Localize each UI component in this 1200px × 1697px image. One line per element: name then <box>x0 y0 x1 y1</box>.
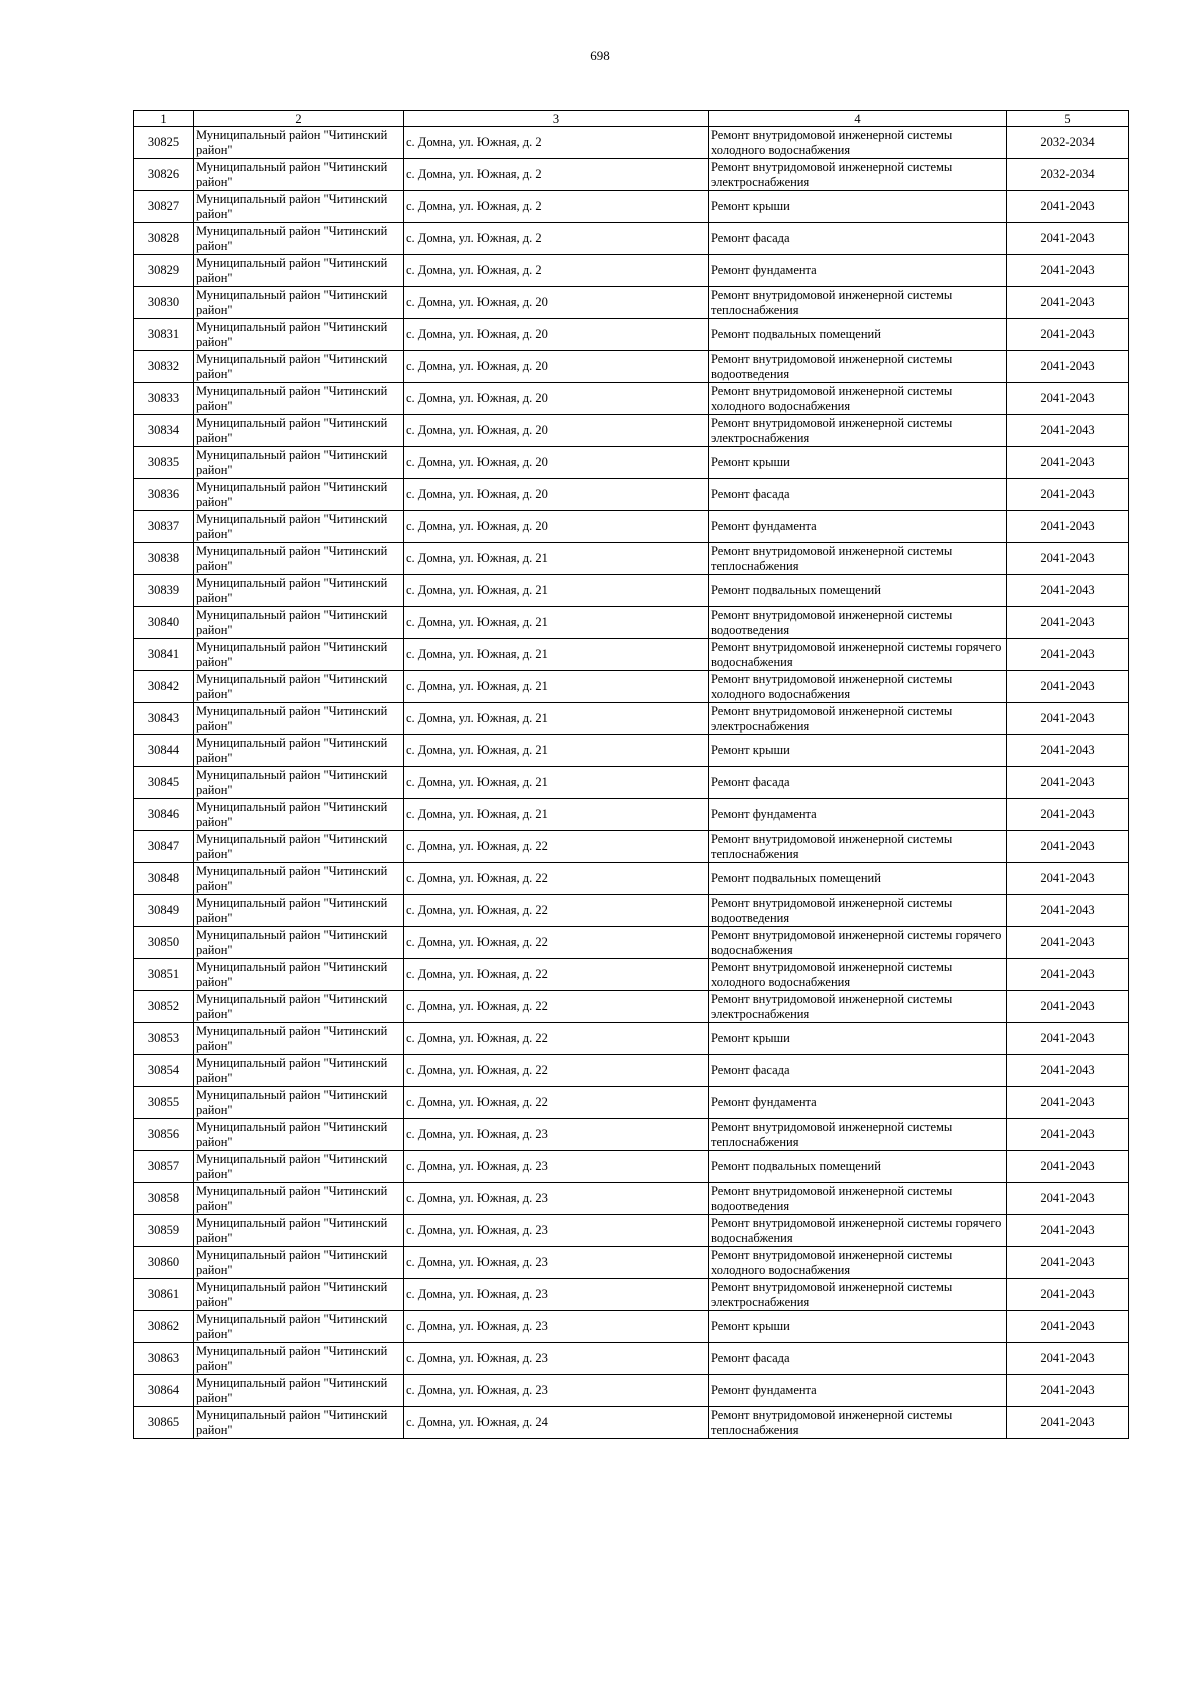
row-number-cell: 30846 <box>134 799 194 831</box>
work-type-cell: Ремонт внутридомовой инженерной системы водоотведения <box>709 607 1007 639</box>
period-cell: 2041-2043 <box>1007 543 1129 575</box>
address-cell: с. Домна, ул. Южная, д. 20 <box>404 479 709 511</box>
address-cell: с. Домна, ул. Южная, д. 22 <box>404 1023 709 1055</box>
period-cell: 2041-2043 <box>1007 223 1129 255</box>
address-cell: с. Домна, ул. Южная, д. 21 <box>404 639 709 671</box>
period-cell: 2041-2043 <box>1007 959 1129 991</box>
address-cell: с. Домна, ул. Южная, д. 20 <box>404 415 709 447</box>
row-number-cell: 30826 <box>134 159 194 191</box>
table-row <box>134 543 1129 575</box>
work-type-cell: Ремонт подвальных помещений <box>709 1151 1007 1183</box>
period-cell: 2041-2043 <box>1007 703 1129 735</box>
municipality-cell: Муниципальный район "Читинский район" <box>194 671 404 703</box>
work-type-cell: Ремонт фасада <box>709 1343 1007 1375</box>
table-row <box>134 639 1129 671</box>
period-cell: 2041-2043 <box>1007 447 1129 479</box>
period-cell: 2041-2043 <box>1007 607 1129 639</box>
work-type-cell: Ремонт фасада <box>709 1055 1007 1087</box>
row-number-cell: 30844 <box>134 735 194 767</box>
table-row <box>134 735 1129 767</box>
table-row <box>134 255 1129 287</box>
work-type-cell: Ремонт фундамента <box>709 1087 1007 1119</box>
row-number-cell: 30849 <box>134 895 194 927</box>
table-row <box>134 287 1129 319</box>
table-row <box>134 703 1129 735</box>
table-row <box>134 671 1129 703</box>
table-row <box>134 607 1129 639</box>
table-row <box>134 831 1129 863</box>
work-type-cell: Ремонт подвальных помещений <box>709 863 1007 895</box>
address-cell: с. Домна, ул. Южная, д. 23 <box>404 1311 709 1343</box>
row-number-cell: 30831 <box>134 319 194 351</box>
work-type-cell: Ремонт фундамента <box>709 511 1007 543</box>
municipality-cell: Муниципальный район "Читинский район" <box>194 255 404 287</box>
row-number-cell: 30839 <box>134 575 194 607</box>
address-cell: с. Домна, ул. Южная, д. 23 <box>404 1215 709 1247</box>
table-row <box>134 319 1129 351</box>
period-cell: 2041-2043 <box>1007 639 1129 671</box>
work-type-cell: Ремонт внутридомовой инженерной системы электроснабжения <box>709 991 1007 1023</box>
municipality-cell: Муниципальный район "Читинский район" <box>194 127 404 159</box>
period-cell: 2041-2043 <box>1007 1183 1129 1215</box>
row-number-cell: 30838 <box>134 543 194 575</box>
header-row <box>134 111 1129 127</box>
table-row <box>134 799 1129 831</box>
page-number: 698 <box>590 48 610 63</box>
period-cell: 2041-2043 <box>1007 1151 1129 1183</box>
row-number-cell: 30836 <box>134 479 194 511</box>
table-row <box>134 1247 1129 1279</box>
address-cell: с. Домна, ул. Южная, д. 21 <box>404 735 709 767</box>
address-cell: с. Домна, ул. Южная, д. 23 <box>404 1279 709 1311</box>
table-row <box>134 351 1129 383</box>
work-type-cell: Ремонт внутридомовой инженерной системы горячего водоснабжения <box>709 1215 1007 1247</box>
address-cell: с. Домна, ул. Южная, д. 2 <box>404 255 709 287</box>
address-cell: с. Домна, ул. Южная, д. 2 <box>404 159 709 191</box>
table-row <box>134 927 1129 959</box>
row-number-cell: 30865 <box>134 1407 194 1439</box>
period-cell: 2041-2043 <box>1007 1279 1129 1311</box>
table-row <box>134 1023 1129 1055</box>
table-row <box>134 1215 1129 1247</box>
row-number-cell: 30843 <box>134 703 194 735</box>
work-type-cell: Ремонт внутридомовой инженерной системы электроснабжения <box>709 1279 1007 1311</box>
period-cell: 2041-2043 <box>1007 383 1129 415</box>
municipality-cell: Муниципальный район "Читинский район" <box>194 415 404 447</box>
work-type-cell: Ремонт крыши <box>709 1311 1007 1343</box>
period-cell: 2041-2043 <box>1007 991 1129 1023</box>
row-number-cell: 30864 <box>134 1375 194 1407</box>
period-cell: 2032-2034 <box>1007 127 1129 159</box>
work-type-cell: Ремонт крыши <box>709 447 1007 479</box>
work-type-cell: Ремонт внутридомовой инженерной системы теплоснабжения <box>709 287 1007 319</box>
table-row <box>134 127 1129 159</box>
period-cell: 2041-2043 <box>1007 511 1129 543</box>
address-cell: с. Домна, ул. Южная, д. 23 <box>404 1375 709 1407</box>
municipality-cell: Муниципальный район "Читинский район" <box>194 927 404 959</box>
address-cell: с. Домна, ул. Южная, д. 21 <box>404 575 709 607</box>
municipality-cell: Муниципальный район "Читинский район" <box>194 1055 404 1087</box>
table-row <box>134 1055 1129 1087</box>
municipality-cell: Муниципальный район "Читинский район" <box>194 1407 404 1439</box>
address-cell: с. Домна, ул. Южная, д. 20 <box>404 447 709 479</box>
address-cell: с. Домна, ул. Южная, д. 22 <box>404 863 709 895</box>
table-row <box>134 767 1129 799</box>
work-type-cell: Ремонт внутридомовой инженерной системы водоотведения <box>709 895 1007 927</box>
period-cell: 2041-2043 <box>1007 415 1129 447</box>
row-number-cell: 30830 <box>134 287 194 319</box>
municipality-cell: Муниципальный район "Читинский район" <box>194 351 404 383</box>
address-cell: с. Домна, ул. Южная, д. 21 <box>404 799 709 831</box>
address-cell: с. Домна, ул. Южная, д. 21 <box>404 767 709 799</box>
table-row <box>134 991 1129 1023</box>
table-row <box>134 191 1129 223</box>
work-type-cell: Ремонт внутридомовой инженерной системы холодного водоснабжения <box>709 127 1007 159</box>
work-type-cell: Ремонт внутридомовой инженерной системы холодного водоснабжения <box>709 671 1007 703</box>
address-cell: с. Домна, ул. Южная, д. 22 <box>404 895 709 927</box>
header-cell-1: 1 <box>134 111 194 127</box>
row-number-cell: 30855 <box>134 1087 194 1119</box>
table-row <box>134 895 1129 927</box>
table-row <box>134 1119 1129 1151</box>
period-cell: 2041-2043 <box>1007 927 1129 959</box>
municipality-cell: Муниципальный район "Читинский район" <box>194 1247 404 1279</box>
table-row <box>134 415 1129 447</box>
row-number-cell: 30827 <box>134 191 194 223</box>
municipality-cell: Муниципальный район "Читинский район" <box>194 1279 404 1311</box>
municipality-cell: Муниципальный район "Читинский район" <box>194 1023 404 1055</box>
table-body <box>134 127 1129 1439</box>
work-type-cell: Ремонт внутридомовой инженерной системы теплоснабжения <box>709 1407 1007 1439</box>
row-number-cell: 30837 <box>134 511 194 543</box>
work-type-cell: Ремонт внутридомовой инженерной системы водоотведения <box>709 1183 1007 1215</box>
address-cell: с. Домна, ул. Южная, д. 23 <box>404 1119 709 1151</box>
table-row <box>134 1087 1129 1119</box>
address-cell: с. Домна, ул. Южная, д. 20 <box>404 351 709 383</box>
municipality-cell: Муниципальный район "Читинский район" <box>194 703 404 735</box>
municipality-cell: Муниципальный район "Читинский район" <box>194 1119 404 1151</box>
municipality-cell: Муниципальный район "Читинский район" <box>194 863 404 895</box>
work-type-cell: Ремонт подвальных помещений <box>709 575 1007 607</box>
header-cell-4: 4 <box>709 111 1007 127</box>
work-type-cell: Ремонт внутридомовой инженерной системы горячего водоснабжения <box>709 639 1007 671</box>
table-row <box>134 159 1129 191</box>
row-number-cell: 30850 <box>134 927 194 959</box>
row-number-cell: 30858 <box>134 1183 194 1215</box>
period-cell: 2041-2043 <box>1007 1055 1129 1087</box>
row-number-cell: 30840 <box>134 607 194 639</box>
period-cell: 2041-2043 <box>1007 1119 1129 1151</box>
row-number-cell: 30857 <box>134 1151 194 1183</box>
municipality-cell: Муниципальный район "Читинский район" <box>194 1151 404 1183</box>
header-cell-2: 2 <box>194 111 404 127</box>
period-cell: 2041-2043 <box>1007 863 1129 895</box>
period-cell: 2041-2043 <box>1007 1215 1129 1247</box>
period-cell: 2041-2043 <box>1007 735 1129 767</box>
municipality-cell: Муниципальный район "Читинский район" <box>194 1215 404 1247</box>
address-cell: с. Домна, ул. Южная, д. 20 <box>404 383 709 415</box>
municipality-cell: Муниципальный район "Читинский район" <box>194 319 404 351</box>
period-cell: 2041-2043 <box>1007 319 1129 351</box>
period-cell: 2041-2043 <box>1007 1407 1129 1439</box>
row-number-cell: 30828 <box>134 223 194 255</box>
row-number-cell: 30842 <box>134 671 194 703</box>
row-number-cell: 30848 <box>134 863 194 895</box>
work-type-cell: Ремонт фундамента <box>709 1375 1007 1407</box>
table-row <box>134 1311 1129 1343</box>
row-number-cell: 30825 <box>134 127 194 159</box>
work-type-cell: Ремонт внутридомовой инженерной системы холодного водоснабжения <box>709 383 1007 415</box>
municipality-cell: Муниципальный район "Читинский район" <box>194 575 404 607</box>
row-number-cell: 30861 <box>134 1279 194 1311</box>
address-cell: с. Домна, ул. Южная, д. 22 <box>404 1087 709 1119</box>
municipality-cell: Муниципальный район "Читинский район" <box>194 383 404 415</box>
address-cell: с. Домна, ул. Южная, д. 24 <box>404 1407 709 1439</box>
work-type-cell: Ремонт внутридомовой инженерной системы теплоснабжения <box>709 543 1007 575</box>
address-cell: с. Домна, ул. Южная, д. 21 <box>404 703 709 735</box>
row-number-cell: 30859 <box>134 1215 194 1247</box>
address-cell: с. Домна, ул. Южная, д. 20 <box>404 287 709 319</box>
municipality-cell: Муниципальный район "Читинский район" <box>194 1311 404 1343</box>
table-row <box>134 447 1129 479</box>
period-cell: 2041-2043 <box>1007 351 1129 383</box>
work-type-cell: Ремонт внутридомовой инженерной системы теплоснабжения <box>709 831 1007 863</box>
period-cell: 2041-2043 <box>1007 255 1129 287</box>
municipality-cell: Муниципальный район "Читинский район" <box>194 1183 404 1215</box>
work-type-cell: Ремонт внутридомовой инженерной системы электроснабжения <box>709 703 1007 735</box>
municipality-cell: Муниципальный район "Читинский район" <box>194 639 404 671</box>
row-number-cell: 30845 <box>134 767 194 799</box>
address-cell: с. Домна, ул. Южная, д. 2 <box>404 191 709 223</box>
header-cell-3: 3 <box>404 111 709 127</box>
period-cell: 2041-2043 <box>1007 287 1129 319</box>
address-cell: с. Домна, ул. Южная, д. 2 <box>404 223 709 255</box>
municipality-cell: Муниципальный район "Читинский район" <box>194 511 404 543</box>
table-row <box>134 863 1129 895</box>
period-cell: 2041-2043 <box>1007 671 1129 703</box>
row-number-cell: 30854 <box>134 1055 194 1087</box>
municipality-cell: Муниципальный район "Читинский район" <box>194 223 404 255</box>
municipality-cell: Муниципальный район "Читинский район" <box>194 767 404 799</box>
table-row <box>134 1343 1129 1375</box>
table-row <box>134 575 1129 607</box>
table-row <box>134 1375 1129 1407</box>
work-type-cell: Ремонт подвальных помещений <box>709 319 1007 351</box>
work-type-cell: Ремонт фасада <box>709 479 1007 511</box>
period-cell: 2041-2043 <box>1007 1023 1129 1055</box>
row-number-cell: 30863 <box>134 1343 194 1375</box>
period-cell: 2041-2043 <box>1007 1087 1129 1119</box>
table-row <box>134 479 1129 511</box>
work-type-cell: Ремонт внутридомовой инженерной системы горячего водоснабжения <box>709 927 1007 959</box>
work-type-cell: Ремонт фасада <box>709 223 1007 255</box>
period-cell: 2041-2043 <box>1007 191 1129 223</box>
work-type-cell: Ремонт внутридомовой инженерной системы холодного водоснабжения <box>709 1247 1007 1279</box>
work-type-cell: Ремонт крыши <box>709 735 1007 767</box>
work-type-cell: Ремонт внутридомовой инженерной системы электроснабжения <box>709 159 1007 191</box>
capital-repair-table <box>133 110 1129 1439</box>
work-type-cell: Ремонт фасада <box>709 767 1007 799</box>
work-type-cell: Ремонт крыши <box>709 1023 1007 1055</box>
work-type-cell: Ремонт внутридомовой инженерной системы холодного водоснабжения <box>709 959 1007 991</box>
period-cell: 2041-2043 <box>1007 1375 1129 1407</box>
municipality-cell: Муниципальный район "Читинский район" <box>194 895 404 927</box>
address-cell: с. Домна, ул. Южная, д. 22 <box>404 1055 709 1087</box>
work-type-cell: Ремонт фундамента <box>709 799 1007 831</box>
row-number-cell: 30833 <box>134 383 194 415</box>
header-cell-5: 5 <box>1007 111 1129 127</box>
address-cell: с. Домна, ул. Южная, д. 20 <box>404 319 709 351</box>
work-type-cell: Ремонт внутридомовой инженерной системы водоотведения <box>709 351 1007 383</box>
row-number-cell: 30851 <box>134 959 194 991</box>
work-type-cell: Ремонт крыши <box>709 191 1007 223</box>
row-number-cell: 30841 <box>134 639 194 671</box>
table-row <box>134 1279 1129 1311</box>
period-cell: 2041-2043 <box>1007 1311 1129 1343</box>
address-cell: с. Домна, ул. Южная, д. 20 <box>404 511 709 543</box>
municipality-cell: Муниципальный район "Читинский район" <box>194 607 404 639</box>
table-row <box>134 511 1129 543</box>
municipality-cell: Муниципальный район "Читинский район" <box>194 447 404 479</box>
row-number-cell: 30853 <box>134 1023 194 1055</box>
address-cell: с. Домна, ул. Южная, д. 21 <box>404 671 709 703</box>
work-type-cell: Ремонт внутридомовой инженерной системы теплоснабжения <box>709 1119 1007 1151</box>
municipality-cell: Муниципальный район "Читинский район" <box>194 959 404 991</box>
period-cell: 2041-2043 <box>1007 575 1129 607</box>
row-number-cell: 30832 <box>134 351 194 383</box>
work-type-cell: Ремонт фундамента <box>709 255 1007 287</box>
table-row <box>134 223 1129 255</box>
period-cell: 2041-2043 <box>1007 895 1129 927</box>
address-cell: с. Домна, ул. Южная, д. 22 <box>404 959 709 991</box>
row-number-cell: 30829 <box>134 255 194 287</box>
municipality-cell: Муниципальный район "Читинский район" <box>194 1375 404 1407</box>
work-type-cell: Ремонт внутридомовой инженерной системы электроснабжения <box>709 415 1007 447</box>
address-cell: с. Домна, ул. Южная, д. 23 <box>404 1183 709 1215</box>
municipality-cell: Муниципальный район "Читинский район" <box>194 159 404 191</box>
address-cell: с. Домна, ул. Южная, д. 23 <box>404 1247 709 1279</box>
address-cell: с. Домна, ул. Южная, д. 23 <box>404 1151 709 1183</box>
address-cell: с. Домна, ул. Южная, д. 23 <box>404 1343 709 1375</box>
municipality-cell: Муниципальный район "Читинский район" <box>194 1343 404 1375</box>
municipality-cell: Муниципальный район "Читинский район" <box>194 991 404 1023</box>
row-number-cell: 30852 <box>134 991 194 1023</box>
row-number-cell: 30862 <box>134 1311 194 1343</box>
municipality-cell: Муниципальный район "Читинский район" <box>194 735 404 767</box>
address-cell: с. Домна, ул. Южная, д. 22 <box>404 991 709 1023</box>
municipality-cell: Муниципальный район "Читинский район" <box>194 543 404 575</box>
municipality-cell: Муниципальный район "Читинский район" <box>194 479 404 511</box>
period-cell: 2041-2043 <box>1007 479 1129 511</box>
address-cell: с. Домна, ул. Южная, д. 21 <box>404 607 709 639</box>
table-row <box>134 383 1129 415</box>
period-cell: 2041-2043 <box>1007 1343 1129 1375</box>
table-row <box>134 1407 1129 1439</box>
row-number-cell: 30835 <box>134 447 194 479</box>
table-row <box>134 959 1129 991</box>
municipality-cell: Муниципальный район "Читинский район" <box>194 191 404 223</box>
row-number-cell: 30856 <box>134 1119 194 1151</box>
period-cell: 2041-2043 <box>1007 1247 1129 1279</box>
period-cell: 2041-2043 <box>1007 767 1129 799</box>
municipality-cell: Муниципальный район "Читинский район" <box>194 799 404 831</box>
municipality-cell: Муниципальный район "Читинский район" <box>194 287 404 319</box>
municipality-cell: Муниципальный район "Читинский район" <box>194 1087 404 1119</box>
row-number-cell: 30847 <box>134 831 194 863</box>
row-number-cell: 30860 <box>134 1247 194 1279</box>
municipality-cell: Муниципальный район "Читинский район" <box>194 831 404 863</box>
period-cell: 2032-2034 <box>1007 159 1129 191</box>
table-row <box>134 1151 1129 1183</box>
address-cell: с. Домна, ул. Южная, д. 22 <box>404 927 709 959</box>
table-row <box>134 1183 1129 1215</box>
address-cell: с. Домна, ул. Южная, д. 21 <box>404 543 709 575</box>
period-cell: 2041-2043 <box>1007 799 1129 831</box>
row-number-cell: 30834 <box>134 415 194 447</box>
period-cell: 2041-2043 <box>1007 831 1129 863</box>
address-cell: с. Домна, ул. Южная, д. 2 <box>404 127 709 159</box>
address-cell: с. Домна, ул. Южная, д. 22 <box>404 831 709 863</box>
